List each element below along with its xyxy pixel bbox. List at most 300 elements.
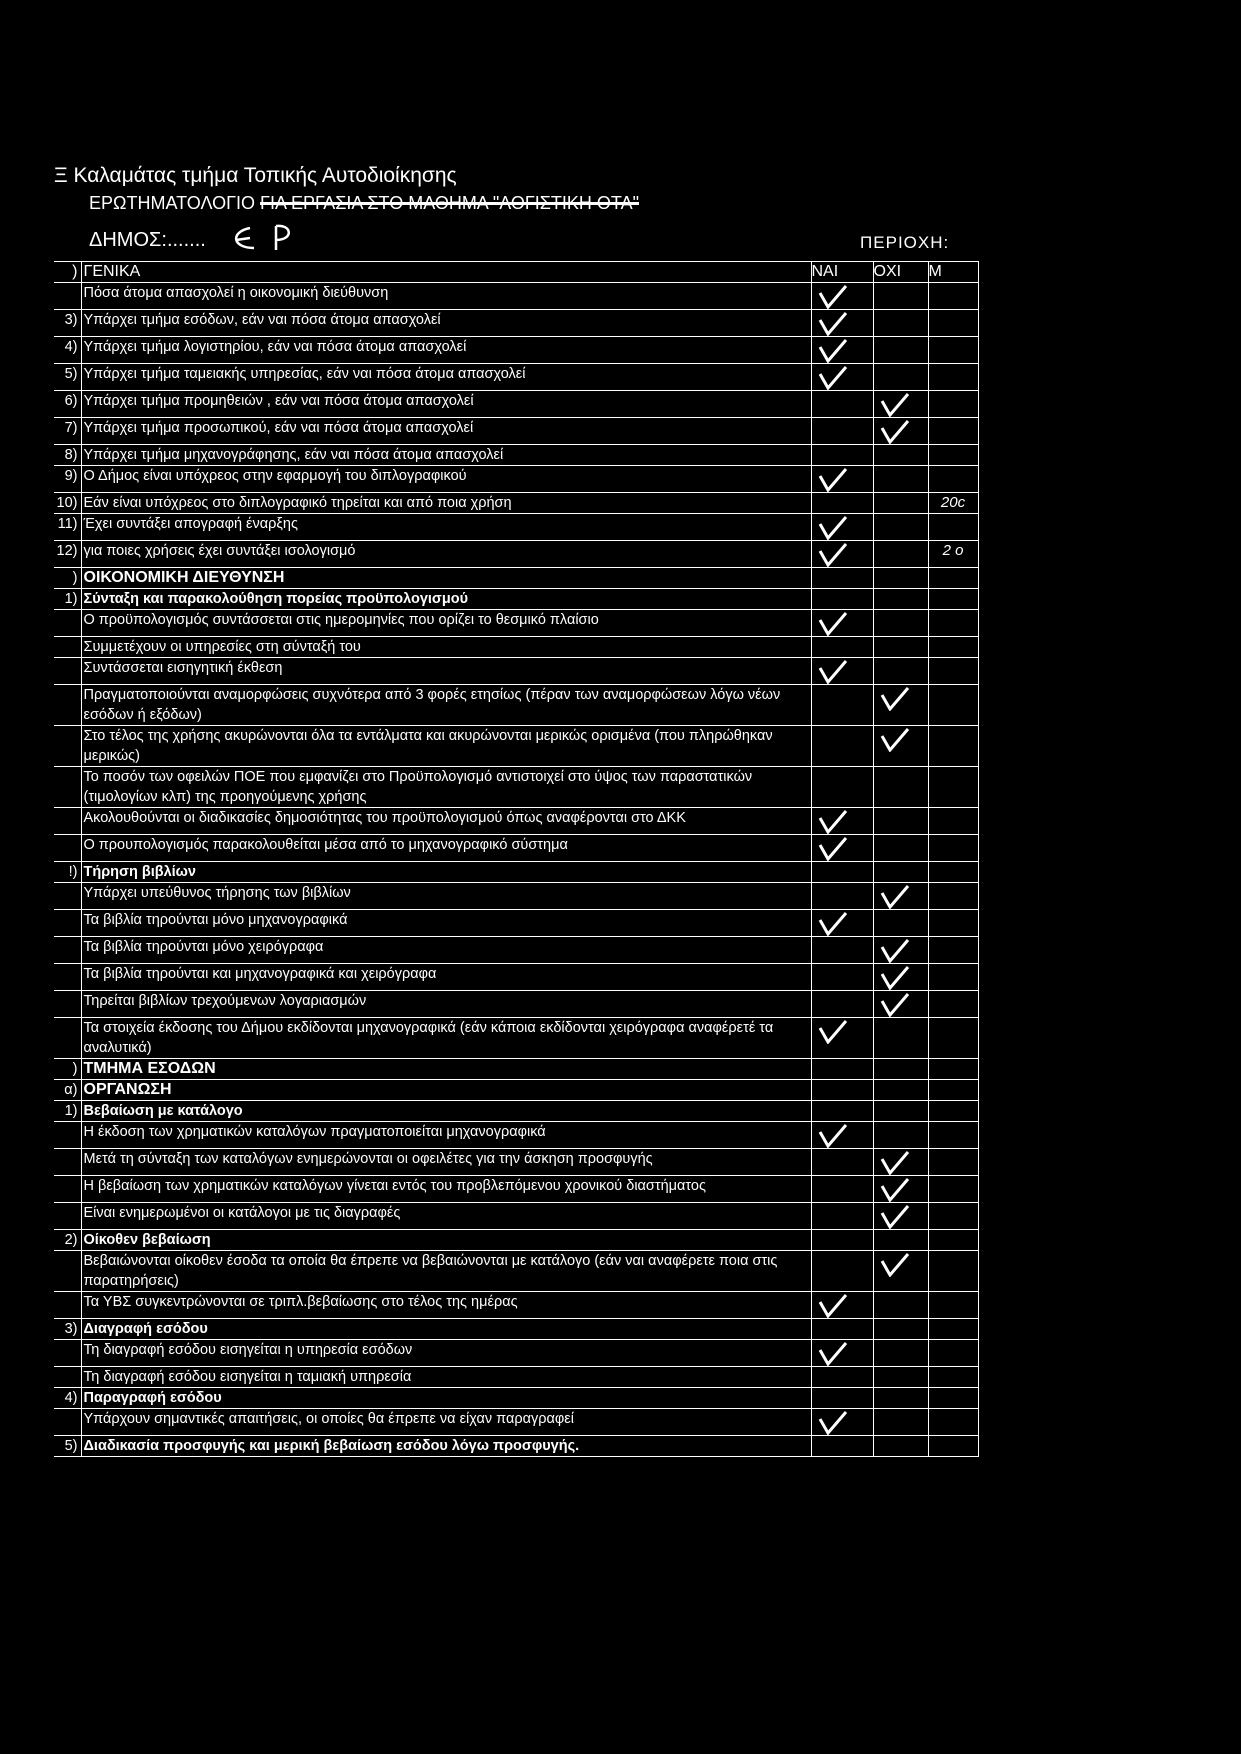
answer-cell-yes bbox=[811, 991, 873, 1018]
document-header-title: Ξ Καλαμάτας τμήμα Τοπικής Αυτοδιοίκησης bbox=[54, 164, 457, 187]
questionnaire-body bbox=[54, 262, 978, 1457]
answer-cell-no bbox=[873, 835, 928, 862]
answer-cell-yes bbox=[811, 418, 873, 445]
answer-cell-m bbox=[928, 991, 978, 1018]
answer-cell-no bbox=[873, 568, 928, 589]
row-number: 5) bbox=[54, 364, 81, 391]
row-number: 2) bbox=[54, 1230, 81, 1251]
row-number bbox=[54, 685, 81, 726]
row-number: 7) bbox=[54, 418, 81, 445]
row-number bbox=[54, 835, 81, 862]
checkmark-icon bbox=[874, 964, 914, 990]
answer-cell-no bbox=[873, 883, 928, 910]
table-row bbox=[54, 835, 978, 862]
question-text: Το ποσόν των οφειλών ΠΟΕ που εμφανίζει στο Προϋπολογισμό αντιστοιχεί στο ύψος των παραστατικών (τιμολογίων κλπ) της προηγούμενης χρήσης bbox=[81, 767, 811, 808]
question-text: Υπάρχει τμήμα μηχανογράφησης, εάν ναι πόσα άτομα απασχολεί bbox=[81, 445, 811, 466]
answer-cell-yes bbox=[811, 685, 873, 726]
table-row bbox=[54, 1251, 978, 1292]
table-row bbox=[54, 991, 978, 1018]
question-text: Τήρηση βιβλίων bbox=[81, 862, 811, 883]
row-number: α) bbox=[54, 1080, 81, 1101]
answer-cell-yes bbox=[811, 445, 873, 466]
table-row bbox=[54, 445, 978, 466]
question-text: Τα βιβλία τηρούνται μόνο μηχανογραφικά bbox=[81, 910, 811, 937]
row-number: ) bbox=[54, 568, 81, 589]
answer-cell-yes bbox=[811, 1436, 873, 1457]
checkmark-icon bbox=[812, 808, 852, 834]
table-row bbox=[54, 726, 978, 767]
row-number: 3) bbox=[54, 310, 81, 337]
question-text: ΟΡΓΑΝΩΣΗ bbox=[81, 1080, 811, 1101]
answer-cell-no bbox=[873, 541, 928, 568]
table-row bbox=[54, 1080, 978, 1101]
question-text: Τα στοιχεία έκδοσης του Δήμου εκδίδονται μηχανογραφικά (εάν κάποια εκδίδονται χειρόγραφα αναφέρετέ τα αναλυτικά) bbox=[81, 1018, 811, 1059]
answer-cell-m bbox=[928, 1292, 978, 1319]
checkmark-icon bbox=[874, 1203, 914, 1229]
answer-cell-no bbox=[873, 1149, 928, 1176]
checkmark-icon bbox=[812, 283, 852, 309]
checkmark-icon bbox=[874, 418, 914, 444]
answer-cell-no bbox=[873, 910, 928, 937]
handwritten-note: 20c bbox=[940, 494, 966, 511]
checkmark-icon bbox=[874, 391, 914, 417]
answer-cell-no bbox=[873, 1230, 928, 1251]
question-text: Υπάρχουν σημαντικές απαιτήσεις, οι οποίες θα έπρεπε να είχαν παραγραφεί bbox=[81, 1409, 811, 1436]
checkmark-icon bbox=[812, 514, 852, 540]
question-text: Υπάρχει τμήμα προσωπικού, εάν ναι πόσα άτομα απασχολεί bbox=[81, 418, 811, 445]
answer-cell-no bbox=[873, 991, 928, 1018]
question-text: Ακολουθούνται οι διαδικασίες δημοσιότητας του προϋπολογισμού όπως αναφέρονται στο ΔΚΚ bbox=[81, 808, 811, 835]
checkmark-icon bbox=[812, 1292, 852, 1318]
questionnaire-title-prefix: ΕΡΩΤΗΜΑΤΟΛΟΓΙΟ bbox=[89, 193, 261, 213]
question-text: Διαγραφή εσόδου bbox=[81, 1319, 811, 1340]
answer-cell-yes bbox=[811, 337, 873, 364]
checkmark-icon bbox=[812, 910, 852, 936]
answer-cell-m bbox=[928, 466, 978, 493]
row-number bbox=[54, 726, 81, 767]
answer-cell-no bbox=[873, 1203, 928, 1230]
answer-cell-m bbox=[928, 964, 978, 991]
row-number bbox=[54, 910, 81, 937]
row-number bbox=[54, 937, 81, 964]
table-row bbox=[54, 1101, 978, 1122]
table-row bbox=[54, 514, 978, 541]
table-row bbox=[54, 364, 978, 391]
table-row bbox=[54, 637, 978, 658]
row-number: 4) bbox=[54, 1388, 81, 1409]
handwritten-note: 2 o bbox=[942, 542, 964, 559]
table-row bbox=[54, 589, 978, 610]
answer-cell-no bbox=[873, 767, 928, 808]
answer-cell-yes bbox=[811, 835, 873, 862]
answer-cell-m bbox=[928, 493, 978, 514]
answer-cell-yes bbox=[811, 767, 873, 808]
checkmark-icon bbox=[812, 658, 852, 684]
row-number: 4) bbox=[54, 337, 81, 364]
row-number: 3) bbox=[54, 1319, 81, 1340]
row-number bbox=[54, 964, 81, 991]
region-label: ΠΕΡΙΟΧΗ: bbox=[860, 233, 950, 252]
answer-cell-no bbox=[873, 364, 928, 391]
checkmark-icon bbox=[874, 685, 914, 711]
answer-cell-yes bbox=[811, 1203, 873, 1230]
answer-cell-yes bbox=[811, 514, 873, 541]
row-number bbox=[54, 1251, 81, 1292]
answer-cell-no bbox=[873, 1436, 928, 1457]
answer-cell-yes bbox=[811, 964, 873, 991]
table-row bbox=[54, 541, 978, 568]
questionnaire-title bbox=[89, 193, 639, 214]
row-number bbox=[54, 1409, 81, 1436]
table-row bbox=[54, 1388, 978, 1409]
question-text: Τη διαγραφή εσόδου εισηγείται η υπηρεσία εσόδων bbox=[81, 1340, 811, 1367]
answer-cell-yes bbox=[811, 1080, 873, 1101]
answer-cell-no bbox=[873, 610, 928, 637]
question-text: Ο προϋπολογισμός συντάσσεται στις ημερομηνίες που ορίζει το θεσμικό πλαίσιο bbox=[81, 610, 811, 637]
answer-cell-yes bbox=[811, 808, 873, 835]
answer-cell-yes bbox=[811, 466, 873, 493]
answer-cell-m bbox=[928, 589, 978, 610]
answer-cell-no bbox=[873, 493, 928, 514]
question-text: Σύνταξη και παρακολούθηση πορείας προϋπολογισμού bbox=[81, 589, 811, 610]
checkmark-icon bbox=[812, 337, 852, 363]
row-number bbox=[54, 658, 81, 685]
table-row bbox=[54, 1149, 978, 1176]
table-row bbox=[54, 685, 978, 726]
answer-cell-m bbox=[928, 391, 978, 418]
answer-cell-m bbox=[928, 1176, 978, 1203]
answer-cell-m bbox=[928, 658, 978, 685]
table-row bbox=[54, 568, 978, 589]
answer-cell-yes bbox=[811, 589, 873, 610]
row-number bbox=[54, 1292, 81, 1319]
answer-cell-yes bbox=[811, 1101, 873, 1122]
answer-cell-no bbox=[873, 658, 928, 685]
table-row bbox=[54, 418, 978, 445]
answer-cell-m bbox=[928, 1340, 978, 1367]
question-text: Τη διαγραφή εσόδου εισηγείται η ταμιακή υπηρεσία bbox=[81, 1367, 811, 1388]
checkmark-icon bbox=[812, 1409, 852, 1435]
answer-cell-yes bbox=[811, 364, 873, 391]
checkmark-icon bbox=[812, 364, 852, 390]
checkmark-icon bbox=[812, 541, 852, 567]
question-text: Βεβαίωση με κατάλογο bbox=[81, 1101, 811, 1122]
answer-cell-yes bbox=[811, 883, 873, 910]
table-row bbox=[54, 1203, 978, 1230]
answer-cell-no bbox=[873, 637, 928, 658]
checkmark-icon bbox=[874, 1176, 914, 1202]
answer-cell-m bbox=[928, 283, 978, 310]
question-text: Στο τέλος της χρήσης ακυρώνονται όλα τα εντάλματα και ακυρώνονται μερικώς ορισμένα (που πληρώθηκαν μερικώς) bbox=[81, 726, 811, 767]
table-row bbox=[54, 1319, 978, 1340]
answer-cell-yes bbox=[811, 637, 873, 658]
checkmark-icon bbox=[812, 610, 852, 636]
checkmark-icon bbox=[874, 1149, 914, 1175]
question-text: Βεβαιώνονται οίκοθεν έσοδα τα οποία θα έπρεπε να βεβαιώνονται με κατάλογο (εάν ναι αναφέρετε ποια στις παρατηρήσεις) bbox=[81, 1251, 811, 1292]
row-number: 6) bbox=[54, 391, 81, 418]
question-text: Διαδικασία προσφυγής και μερική βεβαίωση εσόδου λόγω προσφυγής. bbox=[81, 1436, 811, 1457]
row-number bbox=[54, 1203, 81, 1230]
question-text: ΟΙΚΟΝΟΜΙΚΗ ΔΙΕΥΘΥΝΣΗ bbox=[81, 568, 811, 589]
answer-cell-m bbox=[928, 445, 978, 466]
answer-cell-yes bbox=[811, 391, 873, 418]
question-text: Υπάρχει τμήμα προμηθειών , εάν ναι πόσα άτομα απασχολεί bbox=[81, 391, 811, 418]
row-number: !) bbox=[54, 862, 81, 883]
row-number: 10) bbox=[54, 493, 81, 514]
row-number bbox=[54, 1122, 81, 1149]
answer-cell-yes bbox=[811, 310, 873, 337]
table-row bbox=[54, 610, 978, 637]
table-row bbox=[54, 767, 978, 808]
answer-cell-m bbox=[928, 514, 978, 541]
row-number bbox=[54, 1149, 81, 1176]
row-number bbox=[54, 991, 81, 1018]
answer-cell-yes bbox=[811, 1149, 873, 1176]
answer-cell-m bbox=[928, 1436, 978, 1457]
table-row bbox=[54, 262, 978, 283]
answer-cell-yes bbox=[811, 726, 873, 767]
answer-cell-m bbox=[928, 767, 978, 808]
answer-cell-yes bbox=[811, 1292, 873, 1319]
table-row bbox=[54, 310, 978, 337]
row-number bbox=[54, 637, 81, 658]
answer-cell-no bbox=[873, 310, 928, 337]
checkmark-icon bbox=[874, 883, 914, 909]
answer-cell-no bbox=[873, 1319, 928, 1340]
table-row bbox=[54, 1122, 978, 1149]
answer-cell-no bbox=[873, 466, 928, 493]
answer-cell-no bbox=[873, 726, 928, 767]
checkmark-icon bbox=[812, 1122, 852, 1148]
answer-cell-m bbox=[928, 808, 978, 835]
question-text: Εάν είναι υπόχρεος στο διπλογραφικό τηρείται και από ποια χρήση bbox=[81, 493, 811, 514]
question-text: Πραγματοποιούνται αναμορφώσεις συχνότερα από 3 φορές ετησίως (πέραν των αναμορφώσεων λόγω νέων εσόδων ή εξόδων) bbox=[81, 685, 811, 726]
answer-cell-no bbox=[873, 1340, 928, 1367]
questionnaire-title-struck: ΓΙΑ ΕΡΓΑΣΙΑ ΣΤΟ ΜΑΘΗΜΑ "ΛΟΓΙΣΤΙΚΗ ΟΤΑ" bbox=[260, 193, 639, 213]
answer-cell-no bbox=[873, 937, 928, 964]
answer-cell-no bbox=[873, 1122, 928, 1149]
answer-cell-yes bbox=[811, 541, 873, 568]
answer-cell-yes bbox=[811, 1122, 873, 1149]
question-text: Μετά τη σύνταξη των καταλόγων ενημερώνονται οι οφειλέτες για την άσκηση προσφυγής bbox=[81, 1149, 811, 1176]
row-number: 9) bbox=[54, 466, 81, 493]
row-number bbox=[54, 1340, 81, 1367]
answer-cell-m bbox=[928, 1409, 978, 1436]
answer-cell-yes bbox=[811, 1388, 873, 1409]
table-row bbox=[54, 1436, 978, 1457]
question-text: Η βεβαίωση των χρηματικών καταλόγων γίνεται εντός του προβλεπόμενου χρονικού διαστήματος bbox=[81, 1176, 811, 1203]
table-row bbox=[54, 808, 978, 835]
table-row bbox=[54, 1340, 978, 1367]
column-yes-header: ΝΑΙ bbox=[811, 262, 873, 283]
table-row bbox=[54, 283, 978, 310]
column-no-header: ΟΧΙ bbox=[873, 262, 928, 283]
row-number bbox=[54, 1018, 81, 1059]
question-text: Τηρείται βιβλίων τρεχούμενων λογαριασμών bbox=[81, 991, 811, 1018]
answer-cell-yes bbox=[811, 1319, 873, 1340]
question-text: Ο προυπολογισμός παρακολουθείται μέσα από το μηχανογραφικό σύστημα bbox=[81, 835, 811, 862]
answer-cell-no bbox=[873, 1080, 928, 1101]
table-row bbox=[54, 937, 978, 964]
row-number: 11) bbox=[54, 514, 81, 541]
answer-cell-yes bbox=[811, 1230, 873, 1251]
answer-cell-no bbox=[873, 337, 928, 364]
answer-cell-m bbox=[928, 1367, 978, 1388]
answer-cell-no bbox=[873, 1101, 928, 1122]
answer-cell-no bbox=[873, 1409, 928, 1436]
answer-cell-m bbox=[928, 910, 978, 937]
answer-cell-m bbox=[928, 337, 978, 364]
answer-cell-yes bbox=[811, 937, 873, 964]
answer-cell-m bbox=[928, 1319, 978, 1340]
answer-cell-yes bbox=[811, 1409, 873, 1436]
answer-cell-m bbox=[928, 1149, 978, 1176]
row-number bbox=[54, 883, 81, 910]
answer-cell-no bbox=[873, 685, 928, 726]
question-text: Παραγραφή εσόδου bbox=[81, 1388, 811, 1409]
question-text: Τα ΥΒΣ συγκεντρώνονται σε τριπλ.βεβαίωσης στο τέλος της ημέρας bbox=[81, 1292, 811, 1319]
question-text: Υπάρχει τμήμα λογιστηρίου, εάν ναι πόσα άτομα απασχολεί bbox=[81, 337, 811, 364]
column-m-header: Μ bbox=[928, 262, 978, 283]
answer-cell-m bbox=[928, 883, 978, 910]
answer-cell-no bbox=[873, 1018, 928, 1059]
table-row bbox=[54, 1367, 978, 1388]
answer-cell-m bbox=[928, 1018, 978, 1059]
answer-cell-m bbox=[928, 1101, 978, 1122]
answer-cell-yes bbox=[811, 1340, 873, 1367]
question-text: Ο Δήμος είναι υπόχρεος στην εφαρμογή του διπλογραφικού bbox=[81, 466, 811, 493]
table-row bbox=[54, 883, 978, 910]
checkmark-icon bbox=[812, 835, 852, 861]
question-text: Η έκδοση των χρηματικών καταλόγων πραγματοποιείται μηχανογραφικά bbox=[81, 1122, 811, 1149]
answer-cell-yes bbox=[811, 283, 873, 310]
answer-cell-m bbox=[928, 1080, 978, 1101]
answer-cell-m bbox=[928, 1059, 978, 1080]
answer-cell-m bbox=[928, 835, 978, 862]
answer-cell-yes bbox=[811, 658, 873, 685]
answer-cell-m bbox=[928, 364, 978, 391]
answer-cell-m bbox=[928, 637, 978, 658]
answer-cell-no bbox=[873, 964, 928, 991]
answer-cell-no bbox=[873, 283, 928, 310]
row-number bbox=[54, 808, 81, 835]
checkmark-icon bbox=[874, 937, 914, 963]
question-text: ΓΕΝΙΚΑ bbox=[81, 262, 811, 283]
table-row bbox=[54, 391, 978, 418]
row-number: 5) bbox=[54, 1436, 81, 1457]
table-row bbox=[54, 862, 978, 883]
row-number: ) bbox=[54, 262, 81, 283]
answer-cell-no bbox=[873, 589, 928, 610]
table-row bbox=[54, 964, 978, 991]
answer-cell-m bbox=[928, 610, 978, 637]
answer-cell-m bbox=[928, 1230, 978, 1251]
question-text: για ποιες χρήσεις έχει συντάξει ισολογισμό bbox=[81, 541, 811, 568]
municipality-label: ΔΗΜΟΣ:....... bbox=[89, 229, 206, 251]
answer-cell-yes bbox=[811, 1367, 873, 1388]
answer-cell-no bbox=[873, 1176, 928, 1203]
table-row bbox=[54, 1059, 978, 1080]
answer-cell-no bbox=[873, 862, 928, 883]
answer-cell-yes bbox=[811, 1059, 873, 1080]
answer-cell-m bbox=[928, 310, 978, 337]
question-text: Έχει συντάξει απογραφή έναρξης bbox=[81, 514, 811, 541]
answer-cell-yes bbox=[811, 610, 873, 637]
answer-cell-no bbox=[873, 445, 928, 466]
row-number bbox=[54, 1367, 81, 1388]
row-number: 8) bbox=[54, 445, 81, 466]
answer-cell-no bbox=[873, 1251, 928, 1292]
question-text: Είναι ενημερωμένοι οι κατάλογοι με τις διαγραφές bbox=[81, 1203, 811, 1230]
answer-cell-yes bbox=[811, 1176, 873, 1203]
answer-cell-m bbox=[928, 726, 978, 767]
table-row bbox=[54, 1176, 978, 1203]
question-text: Συμμετέχουν οι υπηρεσίες στη σύνταξή του bbox=[81, 637, 811, 658]
table-row bbox=[54, 1409, 978, 1436]
table-row bbox=[54, 658, 978, 685]
checkmark-icon bbox=[812, 310, 852, 336]
answer-cell-yes bbox=[811, 1018, 873, 1059]
row-number bbox=[54, 767, 81, 808]
question-text: Υπάρχει υπεύθυνος τήρησης των βιβλίων bbox=[81, 883, 811, 910]
row-number bbox=[54, 1176, 81, 1203]
questionnaire-table bbox=[54, 261, 979, 1457]
answer-cell-yes bbox=[811, 910, 873, 937]
question-text: Υπάρχει τμήμα ταμειακής υπηρεσίας, εάν ναι πόσα άτομα απασχολεί bbox=[81, 364, 811, 391]
checkmark-icon bbox=[874, 1251, 914, 1277]
table-row bbox=[54, 1018, 978, 1059]
table-row bbox=[54, 466, 978, 493]
answer-cell-no bbox=[873, 1388, 928, 1409]
row-number: 1) bbox=[54, 589, 81, 610]
table-row bbox=[54, 493, 978, 514]
answer-cell-yes bbox=[811, 568, 873, 589]
checkmark-icon bbox=[874, 991, 914, 1017]
answer-cell-m bbox=[928, 1251, 978, 1292]
question-text: Πόσα άτομα απασχολεί η οικονομική διεύθυνση bbox=[81, 283, 811, 310]
handwritten-signature bbox=[220, 218, 300, 258]
answer-cell-m bbox=[928, 418, 978, 445]
answer-cell-no bbox=[873, 808, 928, 835]
answer-cell-yes bbox=[811, 862, 873, 883]
row-number: ) bbox=[54, 1059, 81, 1080]
table-row bbox=[54, 1292, 978, 1319]
answer-cell-m bbox=[928, 1203, 978, 1230]
answer-cell-m bbox=[928, 568, 978, 589]
row-number bbox=[54, 283, 81, 310]
answer-cell-m bbox=[928, 1388, 978, 1409]
answer-cell-m bbox=[928, 541, 978, 568]
table-row bbox=[54, 910, 978, 937]
answer-cell-no bbox=[873, 1059, 928, 1080]
answer-cell-m bbox=[928, 1122, 978, 1149]
checkmark-icon bbox=[812, 1340, 852, 1366]
row-number bbox=[54, 610, 81, 637]
answer-cell-m bbox=[928, 685, 978, 726]
answer-cell-no bbox=[873, 1292, 928, 1319]
answer-cell-no bbox=[873, 391, 928, 418]
table-row bbox=[54, 337, 978, 364]
row-number: 1) bbox=[54, 1101, 81, 1122]
row-number: 12) bbox=[54, 541, 81, 568]
question-text: Υπάρχει τμήμα εσόδων, εάν ναι πόσα άτομα απασχολεί bbox=[81, 310, 811, 337]
answer-cell-m bbox=[928, 862, 978, 883]
question-text: Οίκοθεν βεβαίωση bbox=[81, 1230, 811, 1251]
answer-cell-no bbox=[873, 1367, 928, 1388]
question-text: Τα βιβλία τηρούνται και μηχανογραφικά και χειρόγραφα bbox=[81, 964, 811, 991]
checkmark-icon bbox=[812, 466, 852, 492]
table-row bbox=[54, 1230, 978, 1251]
